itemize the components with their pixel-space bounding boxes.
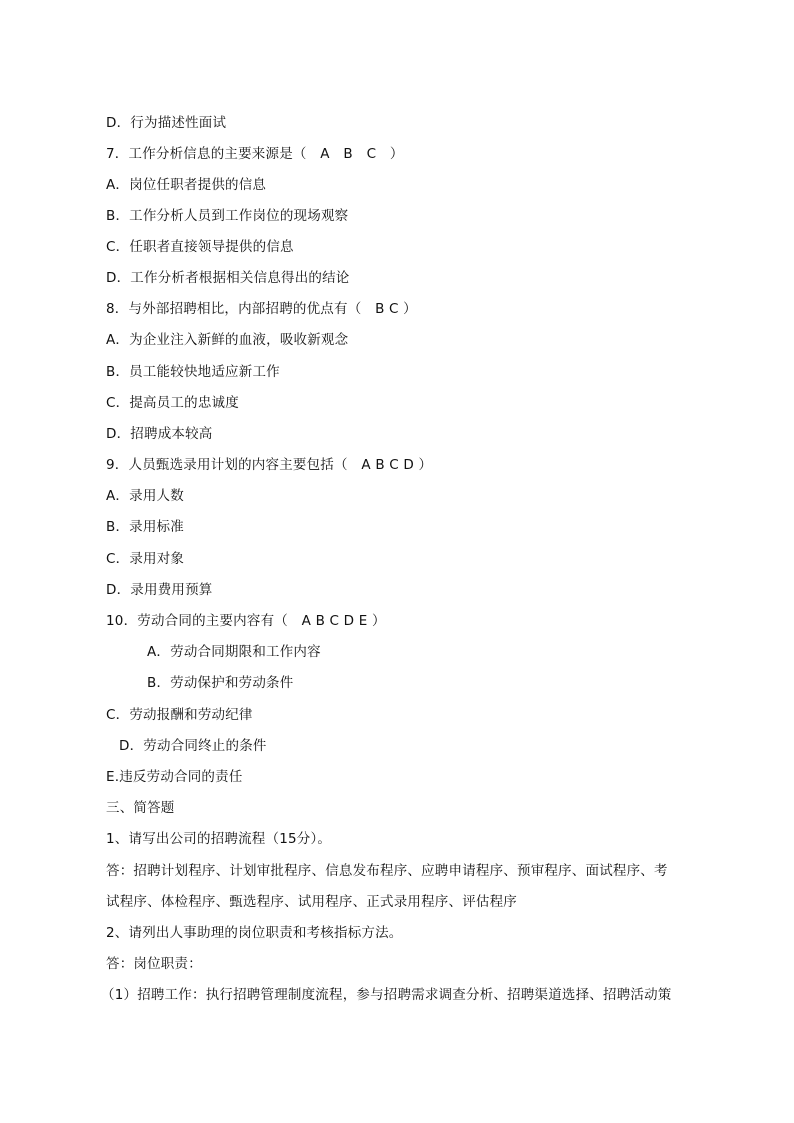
option-b-q9: B．录用标准 [106, 519, 184, 535]
option-a-q7: A．岗位任职者提供的信息 [106, 177, 267, 193]
question-8: 8．与外部招聘相比，内部招聘的优点有（ B C ） [106, 301, 417, 317]
answer-1-line-1: 答：招聘计划程序、计划审批程序、信息发布程序、应聘申请程序、预审程序、面试程序、考 [106, 863, 668, 879]
answer-1-line-2: 试程序、体检程序、甄选程序、试用程序、正式录用程序、评估程序 [106, 894, 517, 910]
short-question-2: 2、请列出人事助理的岗位职责和考核指标方法。 [106, 925, 403, 941]
option-e-q10: E.违反劳动合同的责任 [106, 769, 243, 785]
question-9: 9．人员甄选录用计划的内容主要包括（ A B C D ） [106, 457, 433, 473]
option-b-q10: B．劳动保护和劳动条件 [147, 675, 294, 691]
option-d-q7: D．工作分析者根据相关信息得出的结论 [106, 270, 350, 286]
option-c-q8: C．提高员工的忠诚度 [106, 395, 239, 411]
option-d-q6: D．行为描述性面试 [106, 115, 227, 131]
option-c-q7: C．任职者直接领导提供的信息 [106, 239, 294, 255]
option-b-q8: B．员工能较快地适应新工作 [106, 364, 280, 380]
question-10: 10．劳动合同的主要内容有（ A B C D E ） [106, 613, 386, 629]
option-c-q9: C．录用对象 [106, 551, 185, 567]
option-a-q8: A．为企业注入新鲜的血液，吸收新观念 [106, 332, 349, 348]
short-question-1: 1、请写出公司的招聘流程（15分）。 [106, 831, 332, 847]
answer-2-heading: 答：岗位职责： [106, 956, 202, 972]
option-c-q10: C．劳动报酬和劳动纪律 [106, 707, 253, 723]
question-7: 7．工作分析信息的主要来源是（ A B C ） [106, 146, 404, 162]
section-heading-short-answer: 三、简答题 [106, 800, 175, 816]
option-b-q7: B．工作分析人员到工作岗位的现场观察 [106, 208, 349, 224]
answer-2-item-1: （1）招聘工作：执行招聘管理制度流程，参与招聘需求调查分析、招聘渠道选择、招聘活动策 [101, 987, 672, 1003]
option-d-q10: D．劳动合同终止的条件 [119, 738, 267, 754]
option-a-q10: A．劳动合同期限和工作内容 [147, 644, 321, 660]
option-a-q9: A．录用人数 [106, 488, 184, 504]
option-d-q8: D．招聘成本较高 [106, 426, 213, 442]
option-d-q9: D．录用费用预算 [106, 582, 213, 598]
